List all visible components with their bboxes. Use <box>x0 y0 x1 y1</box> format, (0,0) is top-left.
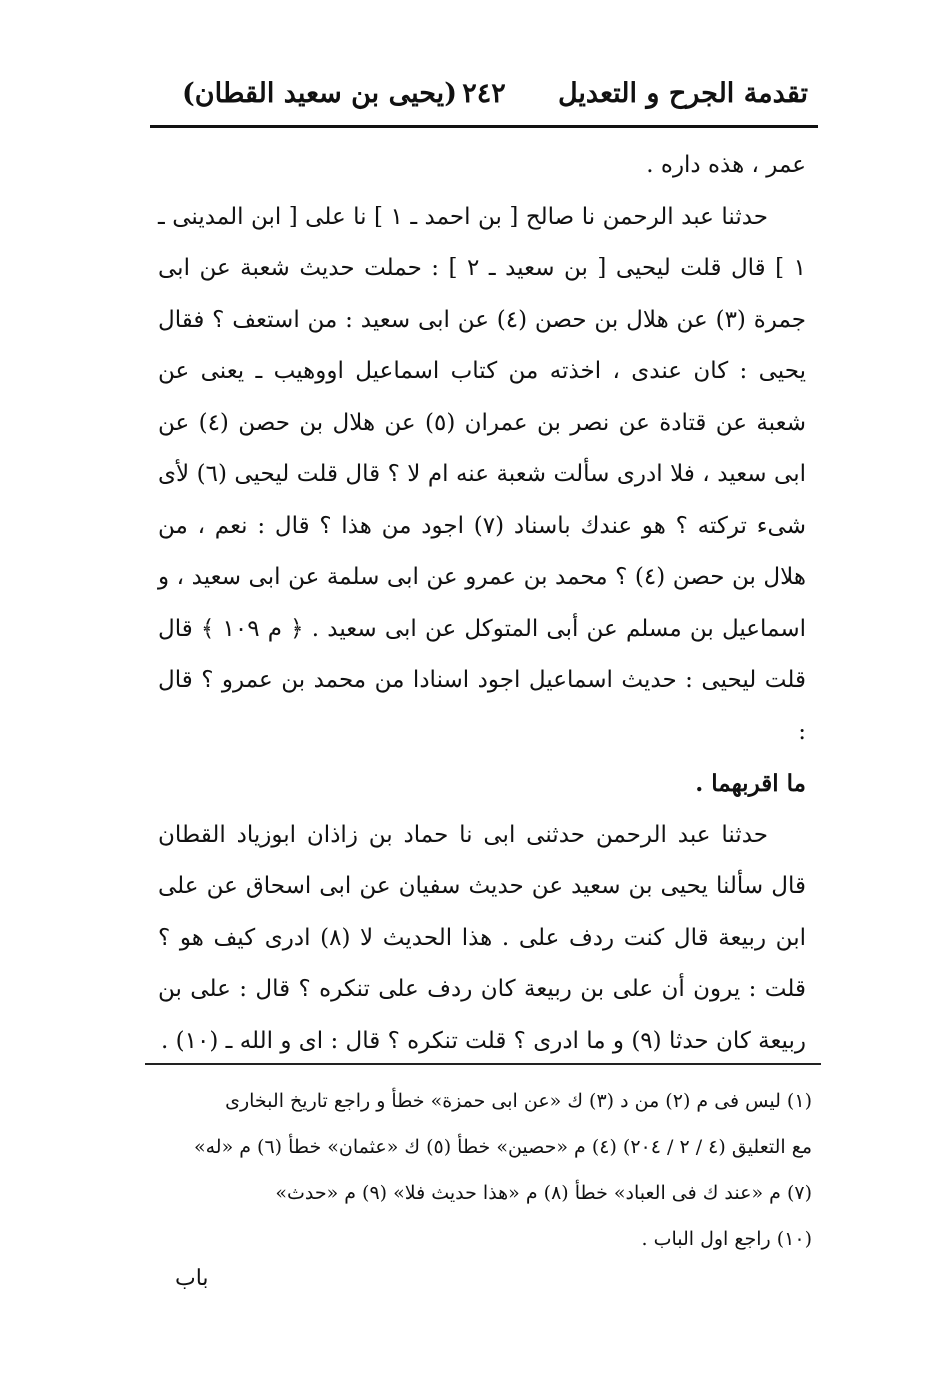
footnotes <box>152 1078 812 1262</box>
page-number: ٢٤٢ <box>462 78 506 109</box>
footnote-rule <box>145 1063 821 1065</box>
paragraph-continuation: عمر ، هذه داره . <box>646 152 806 178</box>
paragraph-hadith-1: حدثنا عبد الرحمن نا صالح [ بن احمد ـ ١ ] نا على [ ابن المدينى ـ ١ ] قال قلت ليحيى [ بن سعيد ـ ٢ ] : حملت حديث شعبة عن ابى جمرة (٣) عن هلال بن حصن (٤) عن ابى سعيد : من استعف ؟ فقال يحيى : كان عندى ، اخذته من كتاب اسماعيل اووهيب ـ يعنى عن شعبة عن قتادة عن نصر بن عمران (٥) عن هلال بن حصن (٤) عن ابى سعيد ، فلا ادرى سألت شعبة عنه ام لا ؟ قال قلت ليحيى (٦) لأى شىء تركته ؟ هو عندك باسناد (٧) اجود من هذا ؟ قال : نعم ، من هلال بن حصن (٤) ؟ محمد بن عمرو عن ابى سلمة عن ابى سعيد ، و اسماعيل بن مسلم عن أبى المتوكل عن ابى سعيد . ﴿ م ١٠٩ ﴾ قال قلت ليحيى : حديث اسماعيل اجود اسنادا من محمد بن عمرو ؟ قال : <box>158 203 807 745</box>
running-header <box>150 70 818 122</box>
header-rule <box>150 125 818 128</box>
paragraph-hadith-2: حدثنا عبد الرحمن حدثنى ابى نا حماد بن زاذان ابوزياد القطان قال سألنا يحيى بن سعيد عن حديث سفيان عن ابى اسحاق عن على ابن ربيعة قال كنت ردف على . هذا الحديث لا (٨) ادرى كيف هو ؟ قلت : يرون أن على بن ربيعة كان ردف على تنكره ؟ قال : على بن ربيعة كان حدثا (٩) و ما ادرى ؟ قلت تنكره ؟ قال : اى و الله ـ (١٠) . <box>158 821 806 1054</box>
header-book-title: تقدمة الجرح و التعديل <box>557 78 808 109</box>
paragraph-hadith-1-end: ما اقربهما . <box>695 770 806 797</box>
footnote-line: مع التعليق (٤ / ٢ / ٢٠٤) (٤) م «حصين» خطأ (٥) ك «عثمان» خطأ (٦) م «له» <box>193 1136 812 1158</box>
footnote-line: (١) ليس فى م (٢) من د (٣) ك «عن ابى حمزة» خطأ و راجع تاريخ البخارى <box>225 1090 812 1112</box>
main-text <box>158 140 806 1067</box>
footnote-line: (١٠) راجع اول الباب . <box>641 1228 812 1250</box>
catchword: باب <box>175 1266 209 1291</box>
footnote-line: (٧) م «عند ك فى العباد» خطأ (٨) م «هذا حديث فلا» (٩) م «حدث» <box>275 1182 812 1204</box>
header-section-title: (يحيى بن سعيد القطان) <box>182 78 457 109</box>
